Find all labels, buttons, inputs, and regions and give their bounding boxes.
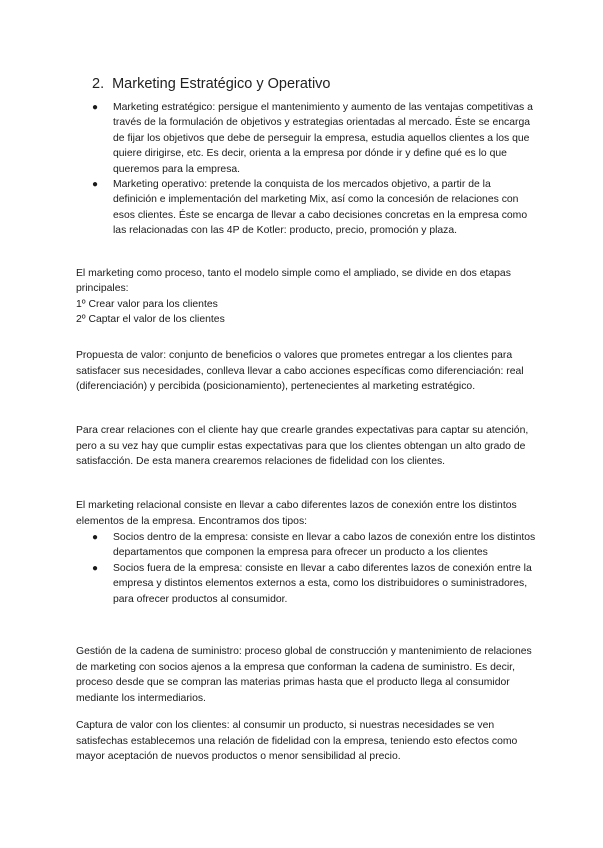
paragraph-propuesta: Propuesta de valor: conjunto de beneficios o valores que prometes entregar a los clientes para satisfacer sus necesidades, conlleva llevar a cabo acciones específicas como diferenciación: real (diferenciación) y percibida (posicionamiento), pertenecientes al marketing estratégico.: [76, 350, 524, 393]
bullet-list-socios: [76, 530, 536, 607]
bullet-list-marketing-types: [76, 100, 536, 239]
list-item: [76, 177, 536, 239]
bullet-text: Marketing estratégico: persigue el mantenimiento y aumento de las ventajas competitivas a través de la formulación de objetivos y estrategias orientadas al mercado. Éste se encarga de fijar los objetivos que debe de perseguir la empresa, estudia aquellos clientes a los que quiere dirigirse, etc. Es decir, orienta a la empresa por dónde ir y define qué es lo que queremos para la empresa.: [113, 102, 533, 175]
bullet-icon: ●: [92, 179, 99, 191]
list-item: [76, 530, 536, 561]
process-step-2: 2º Captar el valor de los clientes: [76, 314, 225, 326]
section-title: Marketing Estratégico y Operativo: [112, 76, 331, 93]
process-intro: El marketing como proceso, tanto el modelo simple como el ampliado, se divide en dos etapas principales:: [76, 268, 511, 295]
bullet-icon: ●: [92, 532, 99, 543]
section-heading: [92, 76, 331, 92]
paragraph-relaciones: Para crear relaciones con el cliente hay que crearle grandes expectativas para captar su atención, pero a su vez hay que cumplir estas expectativas para que los clientes obtengan un alto grado de satisfacción. De esta manera crearemos relaciones de fidelidad con los clientes.: [76, 425, 529, 468]
paragraph-captura: Captura de valor con los clientes: al consumir un producto, si nuestras necesidades se ven satisfechas establecemos una relación de fidelidad con la empresa, teniendo esto efectos como mayor aceptación de nuevos productos o menor sensibilidad al precio.: [76, 720, 518, 763]
paragraph-cadena: Gestión de la cadena de suministro: proceso global de construcción y mantenimiento de relaciones de marketing con socios ajenos a la empresa que conforman la cadena de suministro. Es decir, proceso desde que se compran las materias primas hasta que el producto llega al consumidor mediante los intermediarios.: [76, 646, 532, 704]
section-number: 2.: [92, 76, 105, 93]
bullet-icon: ●: [92, 562, 99, 574]
bullet-text: Marketing operativo: pretende la conquista de los mercados objetivo, a partir de la definición e implementación del marketing Mix, así como la concesión de relaciones con esos clientes. Éste se encarga de llevar a cabo decisiones concretas en la empresa como las relacionadas con las 4P de Kotler: producto, precio, promoción y plaza.: [113, 179, 528, 237]
process-step-1: 1º Crear valor para los clientes: [76, 298, 218, 310]
bullet-icon: ●: [92, 102, 99, 113]
list-item: [76, 561, 536, 607]
process-section: [76, 266, 536, 328]
list-item: [76, 100, 536, 177]
paragraph-relacional: El marketing relacional consiste en llevar a cabo diferentes lazos de conexión entre los distintos elementos de la empresa. Encontramos dos tipos:: [76, 500, 517, 527]
bullet-text: Socios fuera de la empresa: consiste en llevar a cabo diferentes lazos de conexión entre la empresa y distintos elementos externos a esta, como los distribuidores o suministradores, para ofrecer productos al consumidor.: [113, 562, 532, 605]
bullet-text: Socios dentro de la empresa: consiste en llevar a cabo lazos de conexión entre los distintos departamentos que componen la empresa para ofrecer un producto a los clientes: [113, 532, 536, 559]
